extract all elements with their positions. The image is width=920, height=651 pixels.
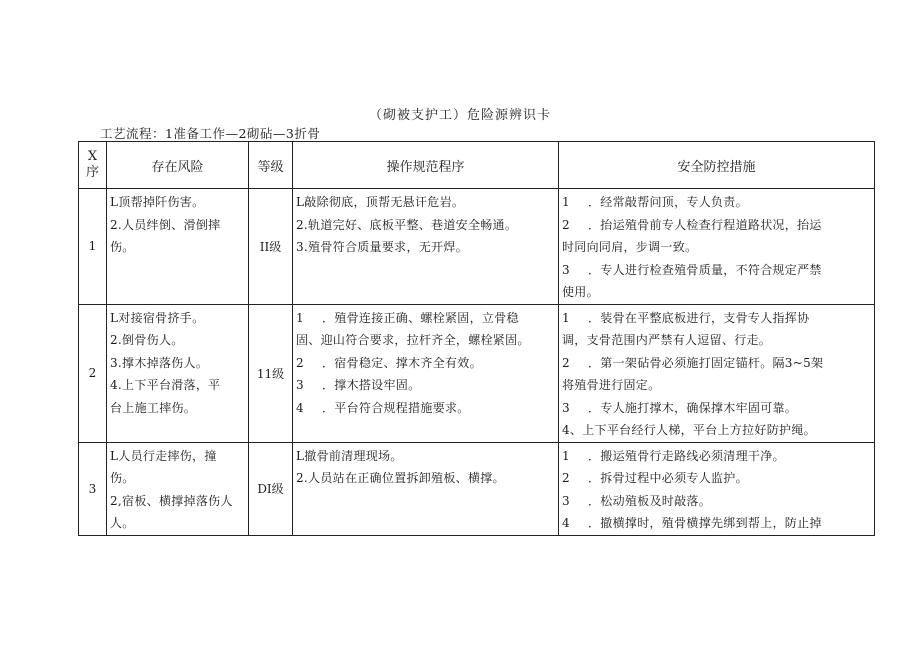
procedure-number: 3: [296, 378, 304, 392]
measure-text: ．抬运殖骨前专人检查行程道路状况，抬运: [588, 217, 822, 232]
measure-text: 4、上下平台经行人梯，平台上方拉好防护绳。: [562, 423, 816, 437]
measure-line: [562, 307, 872, 330]
table-row: [79, 442, 875, 535]
card-title: （砌被支护工）危险源辨识卡: [368, 108, 551, 123]
risk-line: L对接宿骨挤手。: [110, 310, 205, 325]
row-measures: [559, 304, 875, 442]
measure-text: ．经常敲帮问顶，专人负责。: [588, 195, 748, 209]
procedure-line: [296, 329, 556, 352]
procedure-text: 固、迎山符合要求，拉杆齐全，螺栓紧固。: [296, 333, 530, 347]
measure-line: [562, 419, 872, 442]
row-risks: [107, 304, 249, 442]
header-seq: [79, 142, 107, 189]
measure-text: ．专人施打撑木，确保撑木牢固可靠。: [588, 400, 798, 415]
row-grade: II级: [249, 189, 293, 305]
header-measures: 安全防控措施: [559, 142, 875, 189]
measure-line: [562, 329, 872, 352]
measure-number: 3: [562, 400, 570, 415]
measure-line: [562, 214, 872, 237]
procedure-line: L敲除彻底，顶帮无悬讦危岩。: [296, 195, 465, 209]
table-row: [79, 189, 875, 305]
measure-text: ．松动殖板及时敲落。: [588, 493, 712, 508]
procedure-text: ．平台符合规程措施要求。: [322, 400, 470, 415]
risk-line: 2,宿板、横撑掉落伤人: [110, 493, 233, 508]
procedure-line: [296, 307, 556, 330]
row-risks: [107, 189, 249, 305]
procedure-text: ．撑木搭设牢固。: [322, 378, 421, 392]
measure-text: 使用。: [562, 285, 599, 299]
measure-number: 2: [562, 355, 570, 370]
measure-text: ．第一架砧骨必须施打固定锚杆。隔3~5架: [588, 355, 824, 370]
procedure-line: 2.人员站在正确位置拆卸殖板、横撑。: [296, 471, 505, 485]
risk-line: 人。: [110, 516, 135, 530]
measure-text: ．装骨在平整底板进行，支骨专人指挥协: [588, 310, 810, 325]
risk-line: 台上施工摔伤。: [110, 400, 197, 415]
procedure-text: ．殖骨连接正确、螺栓紧固，立骨稳: [322, 310, 519, 325]
row-procedures: [293, 304, 559, 442]
row-seq: 1: [79, 189, 107, 305]
procedure-line: [296, 397, 556, 420]
risk-line: 伤。: [110, 240, 135, 254]
procedure-number: 1: [296, 310, 304, 325]
row-seq: 2: [79, 304, 107, 442]
header-grade: 等级: [249, 142, 293, 189]
measure-number: 1: [562, 310, 570, 325]
measure-line: [562, 191, 872, 214]
measure-line: [562, 259, 872, 282]
risk-line: L顶帮掉阡伤害。: [110, 195, 205, 209]
procedure-line: 3.殖骨符合质量要求，无开焊。: [296, 240, 468, 254]
process-flow: 工艺流程：1准备工作—2砌砧—3折骨: [100, 126, 321, 141]
row-grade: DI级: [249, 442, 293, 535]
row-measures: [559, 189, 875, 305]
measure-line: [562, 467, 872, 490]
measure-number: 1: [562, 448, 570, 463]
measure-text: 调，支骨范围内严禁有人逗留、行走。: [562, 333, 772, 347]
measure-text: ．专人进行检查殖骨质量，不符合规定严禁: [588, 262, 822, 277]
procedure-line: [296, 352, 556, 375]
risk-line: 2.倒骨伤人。: [110, 333, 184, 347]
measure-text: ．拆骨过程中必须专人监护。: [588, 471, 748, 485]
header-risk: 存在风险: [107, 142, 249, 189]
risk-line: 4.上下平台滑落，平: [110, 378, 221, 392]
measure-line: [562, 512, 872, 535]
procedure-number: 2: [296, 355, 304, 370]
measure-text: ．撤横撑时，殖骨横撑先绑到帮上，防止掉: [588, 516, 822, 530]
row-procedures: [293, 442, 559, 535]
measure-number: 2: [562, 217, 570, 232]
risk-line: 伤。: [110, 471, 135, 485]
procedure-line: L撤骨前清理现场。: [296, 448, 403, 463]
risk-line: 2.人员绊倒、滑倒摔: [110, 217, 221, 232]
procedure-number: 4: [296, 400, 304, 415]
row-seq: 3: [79, 442, 107, 535]
measure-number: 2: [562, 471, 570, 485]
measure-number: 1: [562, 195, 570, 209]
row-procedures: [293, 189, 559, 305]
measure-line: [562, 281, 872, 304]
row-risks: [107, 442, 249, 535]
measure-line: [562, 374, 872, 397]
measure-number: 3: [562, 493, 570, 508]
table-row: [79, 304, 875, 442]
measure-number: 3: [562, 262, 570, 277]
hazard-table: [78, 141, 875, 536]
measure-text: 时同向同肩，步调一致。: [562, 240, 698, 254]
procedure-text: ．宿骨稳定、撑木齐全有效。: [322, 355, 482, 370]
measure-line: [562, 445, 872, 468]
measure-number: 4: [562, 516, 570, 530]
header-row: [79, 142, 875, 189]
header-procedure: 操作规范程序: [293, 142, 559, 189]
measure-line: [562, 352, 872, 375]
measure-text: ．搬运殖骨行走路线必须清理干净。: [588, 448, 785, 463]
procedure-line: 2.轨道完好、底板平整、巷道安全畅通。: [296, 217, 518, 232]
header-seq-top: X: [87, 149, 98, 164]
measure-text: 将殖骨进行固定。: [562, 378, 661, 392]
row-measures: [559, 442, 875, 535]
row-grade: 11级: [249, 304, 293, 442]
measure-line: [562, 490, 872, 513]
header-seq-bottom: 序: [85, 165, 99, 180]
procedure-line: [296, 374, 556, 397]
measure-line: [562, 397, 872, 420]
risk-line: 3.撑木掉落伤人。: [110, 355, 209, 370]
measure-line: [562, 236, 872, 259]
risk-line: L人员行走摔伤，撞: [110, 448, 217, 463]
